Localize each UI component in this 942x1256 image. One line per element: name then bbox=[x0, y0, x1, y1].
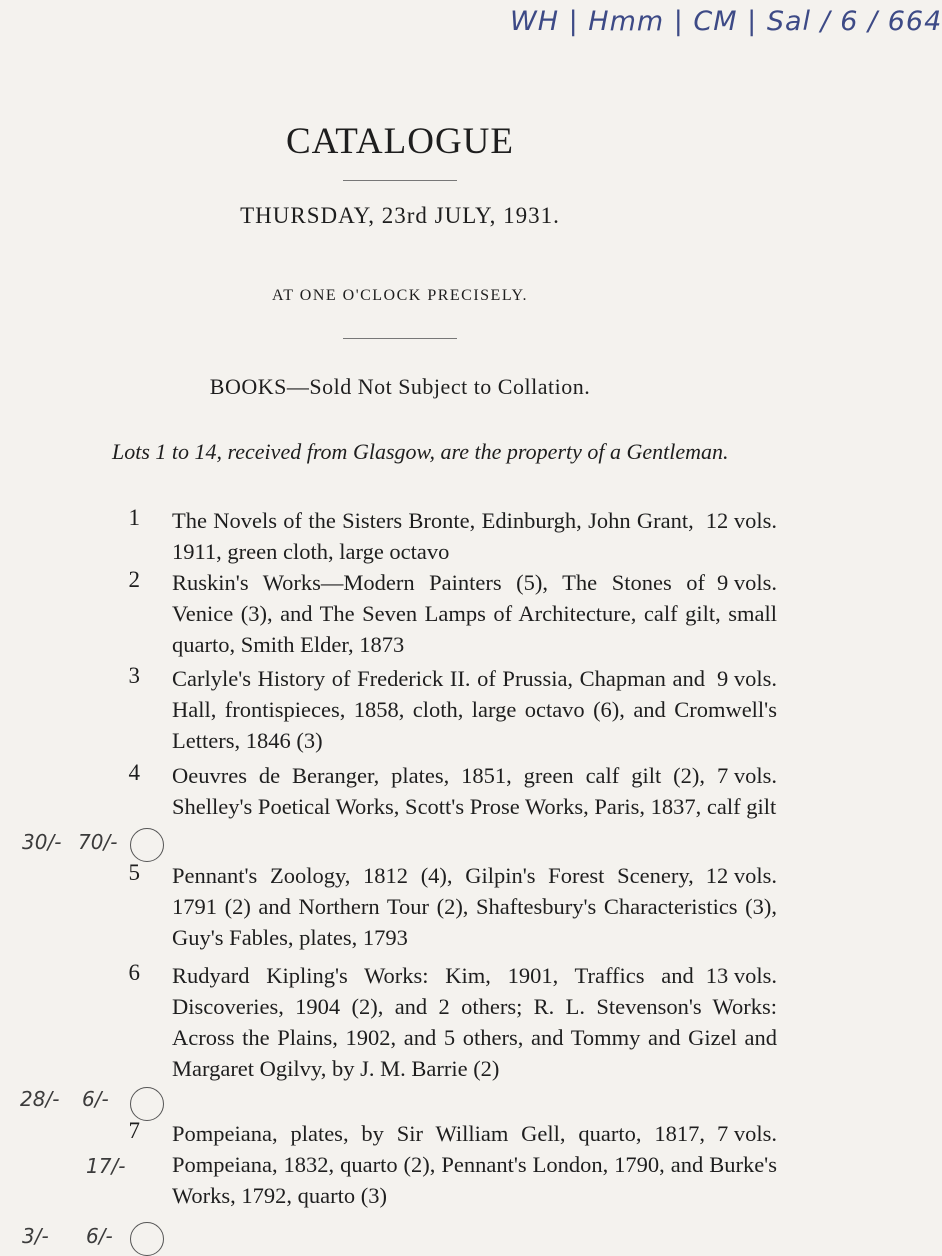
handwritten-annotation: WH | Hmm | CM | Sal / 6 / 664 bbox=[510, 6, 942, 37]
lot-number: 2 bbox=[128, 567, 140, 592]
catalogue-title: CATALOGUE bbox=[285, 121, 515, 162]
lot-description: Ruskin's Works—Modern Painters (5), The Stones of Venice (3), and The Seven Lamps of Architecture, calf gilt, small quarto, Smith Elder, 1873 bbox=[172, 570, 777, 657]
lot-volumes: 9 vols. bbox=[716, 666, 777, 691]
lot-volumes: 12 vols. bbox=[705, 863, 777, 888]
lot-description: Oeuvres de Beranger, plates, 1851, green calf gilt (2), Shelley's Poetical Works, Scott's Prose Works, Paris, 1837, calf gilt bbox=[172, 763, 777, 819]
section-heading: BOOKS—Sold Not Subject to Collation. bbox=[209, 374, 591, 399]
lot-circle-mark bbox=[130, 828, 164, 862]
margin-price-note: 6/- bbox=[82, 1087, 109, 1111]
margin-price-note: 6/- bbox=[86, 1224, 113, 1248]
lot-description: Pompeiana, plates, by Sir William Gell, quarto, 1817, Pompeiana, 1832, quarto (2), Pennant's London, 1790, and Burke's Works, 1792, quarto (3) bbox=[172, 1121, 777, 1208]
lot-number: 4 bbox=[128, 760, 140, 785]
lot-volumes: 13 vols. bbox=[705, 963, 777, 988]
lot-entry bbox=[0, 1118, 800, 1250]
divider bbox=[343, 338, 457, 339]
lot-description: Pennant's Zoology, 1812 (4), Gilpin's Forest Scenery, 1791 (2) and Northern Tour (2), Shaftesbury's Characteristics (3), Guy's Fables, plates, 1793 bbox=[172, 863, 777, 950]
lot-volumes: 9 vols. bbox=[716, 570, 777, 595]
lot-volumes: 12 vols. bbox=[705, 508, 777, 533]
divider bbox=[343, 180, 457, 181]
lot-description: Rudyard Kipling's Works: Kim, 1901, Traffics and Discoveries, 1904 (2), and 2 others; R. L. Stevenson's Works: Across the Plains, 1902, and 5 others, and Tommy and Gizel and Margaret Ogilvy, by J. M. Barrie (2) bbox=[172, 963, 777, 1081]
sale-date: THURSDAY, 23rd JULY, 1931. bbox=[240, 203, 560, 228]
provenance-note: Lots 1 to 14, received from Glasgow, are the property of a Gentleman. bbox=[112, 439, 729, 464]
margin-price-note: 17/- bbox=[86, 1154, 126, 1178]
sale-time: AT ONE O'CLOCK PRECISELY. bbox=[272, 287, 528, 304]
lot-volumes: 7 vols. bbox=[716, 1121, 777, 1146]
lot-description: Carlyle's History of Frederick II. of Prussia, Chapman and Hall, frontispieces, 1858, cloth, large octavo (6), and Cromwell's Letters, 1846 (3) bbox=[172, 666, 777, 753]
lot-description: The Novels of the Sisters Bronte, Edinburgh, John Grant, 1911, green cloth, large octavo bbox=[172, 508, 694, 564]
margin-price-note: 70/- bbox=[78, 830, 118, 854]
lot-number: 7 bbox=[128, 1118, 140, 1143]
lot-number: 6 bbox=[128, 960, 140, 985]
lot-number: 5 bbox=[128, 860, 140, 885]
lot-number: 3 bbox=[128, 663, 140, 688]
margin-price-note: 3/- bbox=[22, 1224, 49, 1248]
lot-volumes: 7 vols. bbox=[716, 763, 777, 788]
lot-number: 1 bbox=[128, 505, 140, 530]
lot-circle-mark bbox=[130, 1087, 164, 1121]
margin-price-note: 28/- bbox=[20, 1087, 60, 1111]
margin-price-note: 30/- bbox=[22, 830, 62, 854]
